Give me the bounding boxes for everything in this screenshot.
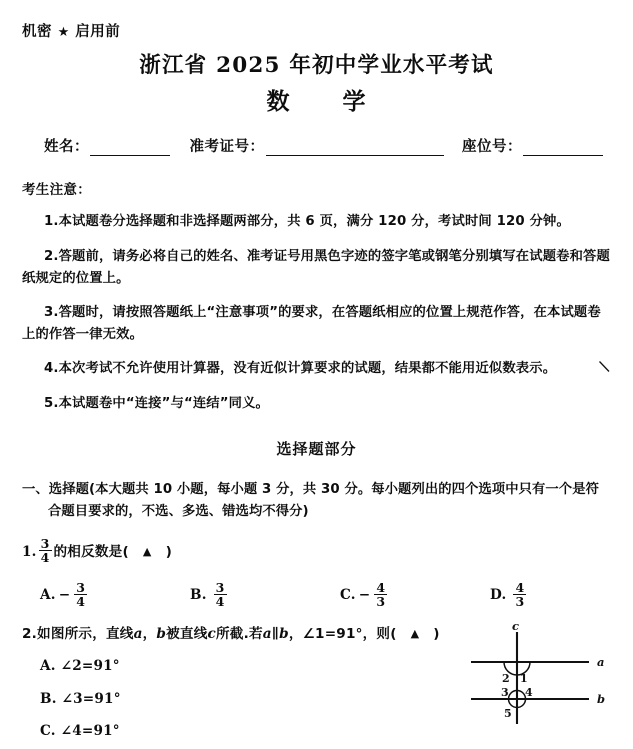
secrecy-label-left: 机密 (22, 24, 52, 40)
line-label-b: b (156, 625, 167, 642)
answer-marker-triangle-icon: ▲ (410, 626, 420, 640)
stray-pen-mark-icon (599, 361, 610, 372)
option-b[interactable]: B. ∠3=91° (40, 690, 121, 707)
question-1-fraction (39, 537, 52, 564)
section-one-heading-line1: 一、选择题(本大题共 10 小题，每小题 3 分，共 30 分。每小题列出的四个选项中只有一个是符 (22, 482, 599, 498)
secrecy-banner (22, 25, 611, 40)
figure-angle-5: 5 (504, 706, 512, 720)
line-label-a: a (133, 625, 143, 642)
candidate-fields (22, 135, 611, 156)
exam-title: 浙江省 2025 年初中学业水平考试 (139, 52, 494, 78)
exam-paper-page (0, 25, 633, 749)
option-c-sign: − (358, 586, 371, 603)
notice-item: 1.本试题卷分选择题和非选择题两部分，共 6 页，满分 120 分，考试时间 120 分钟。 (44, 214, 570, 230)
line-label-c: c (207, 625, 216, 642)
question-2-text-part4: ，则( (362, 625, 397, 642)
notice-item: 3.答题时，请按照答题纸上“注意事项”的要求，在答题纸相应的位置上规范作答，在本试题卷上的作答一律无效。 (22, 305, 601, 342)
question-1-text: 的相反数是( (53, 543, 129, 560)
seat-number-field (462, 135, 603, 156)
figure-angle-2: 2 (502, 671, 510, 685)
option-a-sign: − (58, 586, 71, 603)
fraction-numerator: 4 (376, 579, 386, 595)
option-a[interactable]: A. ∠2=91° (40, 658, 120, 675)
question-1-close-paren: ) (165, 543, 172, 560)
fraction-denominator: 4 (76, 593, 86, 609)
notices-heading: 考生注意： (22, 182, 91, 199)
subject-title (22, 90, 611, 115)
angle-one-expression: ∠1=91° (302, 625, 363, 642)
name-input-blank[interactable] (90, 140, 170, 156)
option-a[interactable] (40, 579, 190, 609)
fraction-denominator: 4 (215, 593, 225, 609)
subject-char-left: 数 (266, 89, 291, 116)
option-a-label: A. (40, 586, 56, 603)
question-2-text-part2: 被直线 (166, 625, 208, 642)
fraction-numerator: 3 (215, 579, 225, 595)
subject-char-right: 学 (342, 89, 367, 116)
option-b[interactable] (190, 579, 340, 609)
fraction-denominator: 4 (40, 550, 50, 566)
question-1-options (22, 579, 611, 609)
question-2-close-paren: ) (433, 625, 440, 642)
question-1 (22, 538, 611, 609)
part-heading: 选择题部分 (276, 440, 357, 459)
question-2-comma2: ， (288, 625, 303, 642)
parallel-expression: a∥b (262, 625, 289, 642)
name-field (44, 135, 170, 156)
option-d[interactable] (490, 579, 528, 609)
figure-angle-1: 1 (520, 671, 528, 685)
fraction-numerator: 3 (76, 579, 86, 595)
option-c[interactable] (340, 579, 490, 609)
section-one-heading-line2: 合题目要求的，不选、多选、错选均不得分) (48, 504, 309, 520)
option-a-fraction (74, 581, 87, 608)
question-1-stem (22, 538, 611, 565)
ticket-number-field (190, 135, 444, 156)
option-d-label: D. (490, 586, 507, 603)
question-2-comma1: ， (142, 625, 157, 642)
option-c-fraction (374, 581, 387, 608)
ticket-number-input-blank[interactable] (266, 140, 444, 156)
parallel-lines-figure (471, 620, 623, 724)
fraction-numerator: 4 (515, 579, 525, 595)
notice-item (22, 358, 611, 380)
secrecy-label-right: 启用前 (75, 24, 121, 40)
fraction-denominator: 3 (376, 593, 386, 609)
option-d-fraction (513, 581, 526, 608)
star-icon: ★ (57, 25, 70, 40)
figure-label-a: a (597, 654, 605, 669)
question-1-number: 1. (22, 543, 37, 560)
option-c[interactable]: C. ∠4=91° (40, 722, 120, 739)
figure-label-b: b (597, 691, 606, 706)
name-label: 姓名： (44, 139, 89, 156)
fraction-numerator: 3 (40, 536, 50, 552)
question-2-text-part1: 2.如图所示，直线 (22, 625, 134, 642)
fraction-denominator: 3 (515, 593, 525, 609)
section-one-heading (22, 479, 611, 523)
figure-label-c: c (512, 619, 520, 633)
option-b-label: B. (190, 586, 207, 603)
seat-number-label: 座位号： (462, 139, 522, 156)
option-c-label: C. (340, 586, 356, 603)
notice-item: 2.答题前，请务必将自己的姓名、准考证号用黑色字迹的签字笔或钢笔分别填写在试题卷和答题纸规定的位置上。 (22, 248, 610, 286)
notice-item: 5.本试题卷中“连接”与“连结”同义。 (44, 395, 269, 411)
ticket-number-label: 准考证号： (189, 139, 265, 156)
option-b-fraction (214, 581, 227, 608)
seat-number-input-blank[interactable] (523, 140, 603, 156)
figure-angle-4: 4 (525, 685, 533, 699)
figure-angle-3: 3 (501, 685, 509, 699)
question-2-text-part3: 所截.若 (216, 625, 263, 642)
notice-item-text: 4.本次考试不允许使用计算器，没有近似计算要求的试题，结果都不能用近似数表示。 (44, 361, 557, 377)
answer-marker-triangle-icon: ▲ (142, 544, 152, 558)
